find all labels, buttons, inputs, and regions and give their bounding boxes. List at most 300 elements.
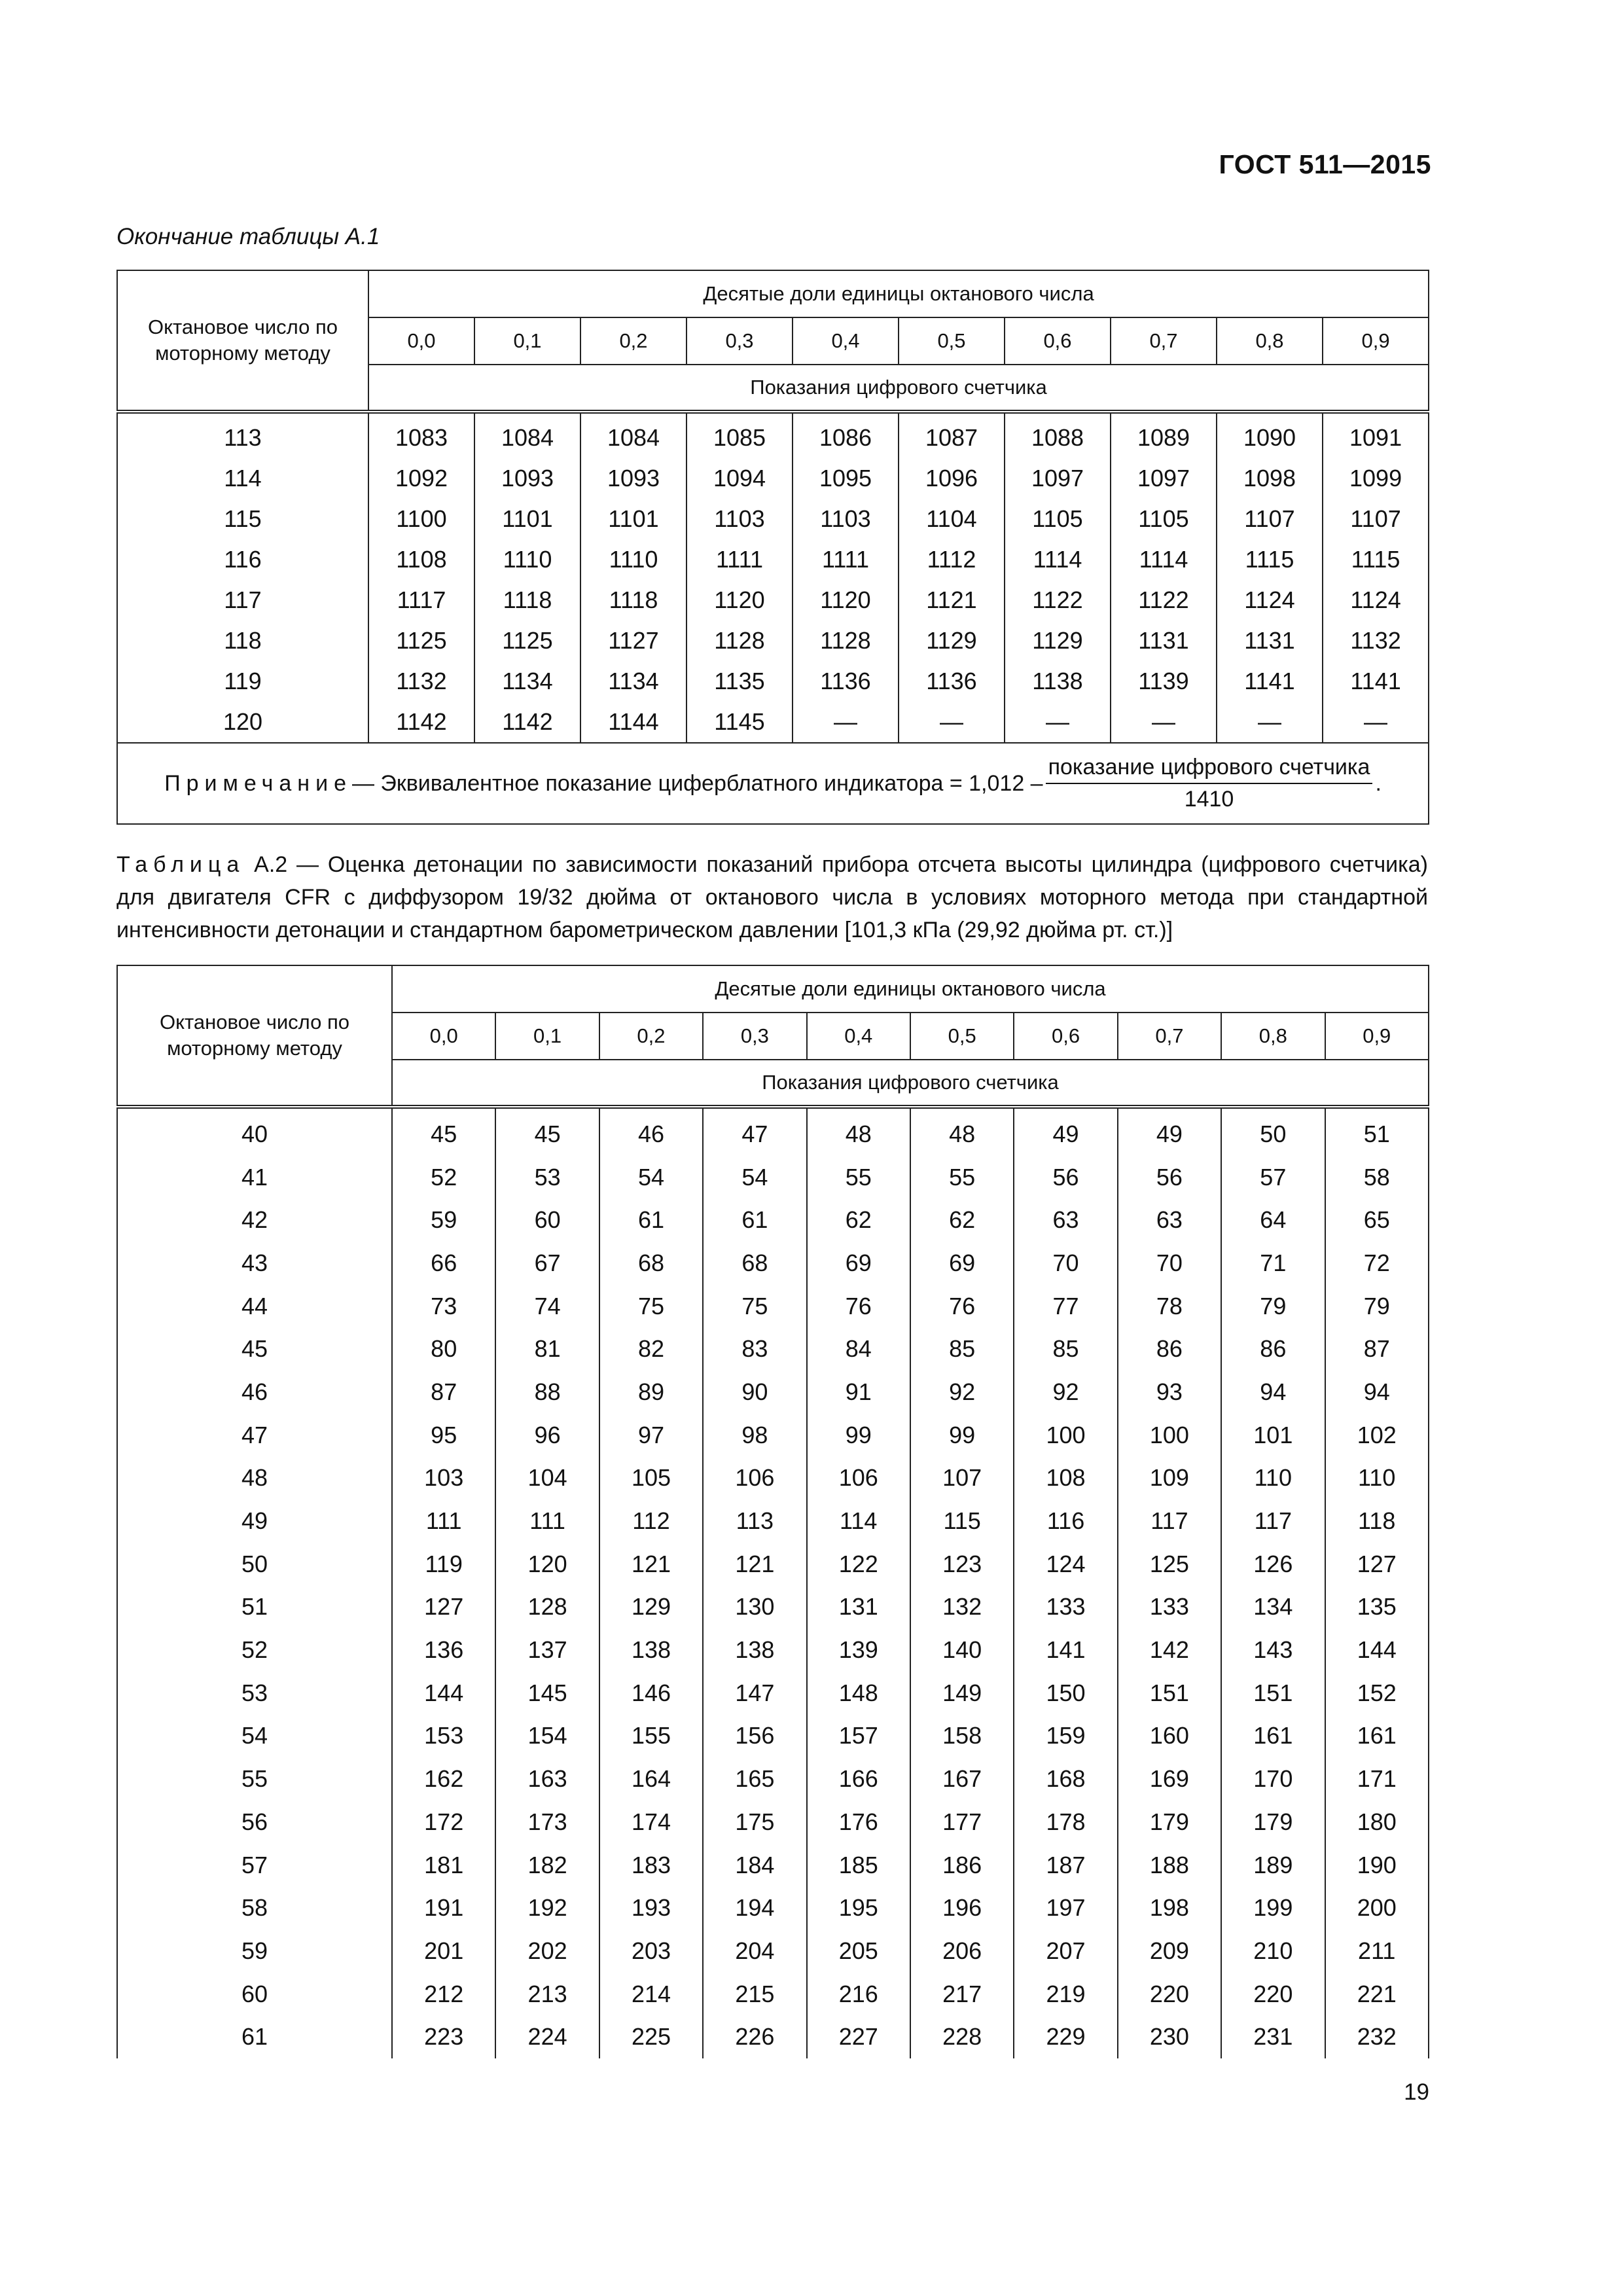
counter-value-cell: 1114 xyxy=(1111,539,1217,580)
counter-value-cell: 62 xyxy=(807,1198,910,1242)
counter-value-cell: 96 xyxy=(495,1414,599,1457)
counter-value-cell: 59 xyxy=(392,1198,495,1242)
counter-value-cell: 191 xyxy=(392,1886,495,1929)
counter-value-cell: 115 xyxy=(910,1499,1014,1543)
octane-number-cell: 44 xyxy=(117,1285,392,1328)
counter-value-cell: 1125 xyxy=(368,620,474,661)
counter-value-cell: 139 xyxy=(807,1628,910,1672)
counter-value-cell: 1092 xyxy=(368,458,474,499)
counter-value-cell: 1091 xyxy=(1323,412,1429,458)
counter-value-cell: 1120 xyxy=(687,580,793,620)
counter-value-cell: 70 xyxy=(1014,1242,1117,1285)
table-row xyxy=(117,1886,1429,1929)
counter-value-cell: 84 xyxy=(807,1327,910,1371)
counter-value-cell: 91 xyxy=(807,1371,910,1414)
octane-number-cell: 41 xyxy=(117,1156,392,1199)
octane-number-cell: 40 xyxy=(117,1107,392,1156)
counter-value-cell: 71 xyxy=(1221,1242,1325,1285)
counter-value-cell: 158 xyxy=(910,1715,1014,1758)
note-text: — Эквивалентное показание циферблатного индикатора = 1,012 – xyxy=(351,770,1043,796)
counter-value-cell: 185 xyxy=(807,1844,910,1887)
counter-value-cell: 168 xyxy=(1014,1757,1117,1801)
counter-value-cell: 223 xyxy=(392,2015,495,2058)
octane-number-cell: 115 xyxy=(117,499,368,539)
counter-value-cell: 1107 xyxy=(1323,499,1429,539)
counter-value-cell: 1084 xyxy=(474,412,580,458)
counter-value-cell: 54 xyxy=(703,1156,806,1199)
counter-value-cell: 151 xyxy=(1221,1672,1325,1715)
counter-value-cell: 104 xyxy=(495,1457,599,1500)
octane-number-cell: 50 xyxy=(117,1543,392,1586)
counter-value-cell: 63 xyxy=(1118,1198,1221,1242)
counter-value-cell: 1141 xyxy=(1323,661,1429,702)
table-row xyxy=(117,1543,1429,1586)
counter-value-cell: 193 xyxy=(599,1886,703,1929)
counter-value-cell: 101 xyxy=(1221,1414,1325,1457)
subheader: Показания цифрового счетчика xyxy=(368,365,1429,412)
counter-value-cell: 188 xyxy=(1118,1844,1221,1887)
counter-value-cell: 144 xyxy=(392,1672,495,1715)
counter-value-cell: 1111 xyxy=(793,539,899,580)
counter-value-cell: 189 xyxy=(1221,1844,1325,1887)
counter-value-cell: 173 xyxy=(495,1801,599,1844)
counter-value-cell: 81 xyxy=(495,1327,599,1371)
table-row xyxy=(117,458,1429,499)
counter-value-cell: 1098 xyxy=(1217,458,1323,499)
counter-value-cell: 224 xyxy=(495,2015,599,2058)
counter-value-cell: 77 xyxy=(1014,1285,1117,1328)
counter-value-cell: 1105 xyxy=(1005,499,1111,539)
counter-value-cell: 183 xyxy=(599,1844,703,1887)
counter-value-cell: 167 xyxy=(910,1757,1014,1801)
counter-value-cell: 1110 xyxy=(474,539,580,580)
counter-value-cell: 1138 xyxy=(1005,661,1111,702)
counter-value-cell: 86 xyxy=(1221,1327,1325,1371)
table-a2 xyxy=(116,965,1429,2058)
counter-value-cell: 176 xyxy=(807,1801,910,1844)
octane-number-cell: 118 xyxy=(117,620,368,661)
page-number: 19 xyxy=(1404,2079,1429,2105)
counter-value-cell: 164 xyxy=(599,1757,703,1801)
counter-value-cell: 1103 xyxy=(793,499,899,539)
counter-value-cell: 136 xyxy=(392,1628,495,1672)
counter-value-cell: 90 xyxy=(703,1371,806,1414)
counter-value-cell: 1122 xyxy=(1111,580,1217,620)
counter-value-cell: 203 xyxy=(599,1929,703,1973)
table-row xyxy=(117,412,1429,458)
column-header: 0,3 xyxy=(703,1013,806,1060)
counter-value-cell: 209 xyxy=(1118,1929,1221,1973)
counter-value-cell: — xyxy=(1217,702,1323,743)
octane-number-cell: 57 xyxy=(117,1844,392,1887)
counter-value-cell: 1128 xyxy=(687,620,793,661)
counter-value-cell: 1139 xyxy=(1111,661,1217,702)
counter-value-cell: 133 xyxy=(1118,1586,1221,1629)
counter-value-cell: 52 xyxy=(392,1156,495,1199)
counter-value-cell: 170 xyxy=(1221,1757,1325,1801)
counter-value-cell: 116 xyxy=(1014,1499,1117,1543)
counter-value-cell: 1101 xyxy=(580,499,687,539)
counter-value-cell: 1088 xyxy=(1005,412,1111,458)
counter-value-cell: 97 xyxy=(599,1414,703,1457)
counter-value-cell: 1124 xyxy=(1323,580,1429,620)
counter-value-cell: — xyxy=(1111,702,1217,743)
counter-value-cell: 82 xyxy=(599,1327,703,1371)
fraction-numerator: показание цифрового счетчика xyxy=(1046,755,1373,784)
counter-value-cell: 111 xyxy=(392,1499,495,1543)
counter-value-cell: 210 xyxy=(1221,1929,1325,1973)
counter-value-cell: 1144 xyxy=(580,702,687,743)
counter-value-cell: 181 xyxy=(392,1844,495,1887)
counter-value-cell: 180 xyxy=(1325,1801,1429,1844)
counter-value-cell: 49 xyxy=(1118,1107,1221,1156)
column-header: 0,4 xyxy=(807,1013,910,1060)
counter-value-cell: 206 xyxy=(910,1929,1014,1973)
table-row xyxy=(117,1285,1429,1328)
counter-value-cell: 46 xyxy=(599,1107,703,1156)
counter-value-cell: 98 xyxy=(703,1414,806,1457)
counter-value-cell: 120 xyxy=(495,1543,599,1586)
counter-value-cell: 45 xyxy=(495,1107,599,1156)
counter-value-cell: 163 xyxy=(495,1757,599,1801)
counter-value-cell: 85 xyxy=(1014,1327,1117,1371)
counter-value-cell: 1087 xyxy=(899,412,1005,458)
counter-value-cell: 1121 xyxy=(899,580,1005,620)
column-header: 0,0 xyxy=(368,317,474,365)
counter-value-cell: 159 xyxy=(1014,1715,1117,1758)
counter-value-cell: 1103 xyxy=(687,499,793,539)
counter-value-cell: 1142 xyxy=(474,702,580,743)
counter-value-cell: 145 xyxy=(495,1672,599,1715)
counter-value-cell: 133 xyxy=(1014,1586,1117,1629)
counter-value-cell: 217 xyxy=(910,1973,1014,2016)
table-row xyxy=(117,1801,1429,1844)
counter-value-cell: 114 xyxy=(807,1499,910,1543)
octane-number-cell: 45 xyxy=(117,1327,392,1371)
counter-value-cell: 122 xyxy=(807,1543,910,1586)
counter-value-cell: 1110 xyxy=(580,539,687,580)
counter-value-cell: 182 xyxy=(495,1844,599,1887)
counter-value-cell: 211 xyxy=(1325,1929,1429,1973)
counter-value-cell: 86 xyxy=(1118,1327,1221,1371)
octane-number-cell: 58 xyxy=(117,1886,392,1929)
counter-value-cell: 87 xyxy=(392,1371,495,1414)
octane-number-cell: 48 xyxy=(117,1457,392,1500)
counter-value-cell: 76 xyxy=(807,1285,910,1328)
table-a1 xyxy=(116,270,1429,825)
counter-value-cell: 1104 xyxy=(899,499,1005,539)
counter-value-cell: 1095 xyxy=(793,458,899,499)
counter-value-cell: 62 xyxy=(910,1198,1014,1242)
counter-value-cell: 89 xyxy=(599,1371,703,1414)
column-header: 0,0 xyxy=(392,1013,495,1060)
table-row xyxy=(117,1973,1429,2016)
counter-value-cell: 108 xyxy=(1014,1457,1117,1500)
octane-number-cell: 46 xyxy=(117,1371,392,1414)
counter-value-cell: 1097 xyxy=(1005,458,1111,499)
counter-value-cell: 1135 xyxy=(687,661,793,702)
octane-number-cell: 116 xyxy=(117,539,368,580)
counter-value-cell: 128 xyxy=(495,1586,599,1629)
counter-value-cell: 135 xyxy=(1325,1586,1429,1629)
counter-value-cell: 1094 xyxy=(687,458,793,499)
counter-value-cell: 144 xyxy=(1325,1628,1429,1672)
counter-value-cell: 129 xyxy=(599,1586,703,1629)
counter-value-cell: 1114 xyxy=(1005,539,1111,580)
counter-value-cell: 213 xyxy=(495,1973,599,2016)
counter-value-cell: 205 xyxy=(807,1929,910,1973)
octane-number-cell: 60 xyxy=(117,1973,392,2016)
counter-value-cell: 106 xyxy=(703,1457,806,1500)
table-a1-caption: Окончание таблицы А.1 xyxy=(116,224,380,249)
octane-number-cell: 42 xyxy=(117,1198,392,1242)
counter-value-cell: 48 xyxy=(910,1107,1014,1156)
counter-value-cell: 1145 xyxy=(687,702,793,743)
counter-value-cell: 1118 xyxy=(580,580,687,620)
counter-value-cell: 92 xyxy=(910,1371,1014,1414)
counter-value-cell: 1089 xyxy=(1111,412,1217,458)
counter-value-cell: 64 xyxy=(1221,1198,1325,1242)
counter-value-cell: 169 xyxy=(1118,1757,1221,1801)
counter-value-cell: 48 xyxy=(807,1107,910,1156)
counter-value-cell: 107 xyxy=(910,1457,1014,1500)
counter-value-cell: 1128 xyxy=(793,620,899,661)
counter-value-cell: 113 xyxy=(703,1499,806,1543)
octane-number-cell: 49 xyxy=(117,1499,392,1543)
row-header: Октановое число по моторному методу xyxy=(117,965,392,1107)
counter-value-cell: 198 xyxy=(1118,1886,1221,1929)
note-fraction xyxy=(1046,755,1373,812)
column-header: 0,8 xyxy=(1221,1013,1325,1060)
counter-value-cell: 75 xyxy=(703,1285,806,1328)
counter-value-cell: 1134 xyxy=(474,661,580,702)
counter-value-cell: 1129 xyxy=(899,620,1005,661)
counter-value-cell: 194 xyxy=(703,1886,806,1929)
table-a2-title xyxy=(116,848,1428,946)
octane-number-cell: 51 xyxy=(117,1586,392,1629)
counter-value-cell: 110 xyxy=(1325,1457,1429,1500)
counter-value-cell: 220 xyxy=(1118,1973,1221,2016)
counter-value-cell: 63 xyxy=(1014,1198,1117,1242)
table-row xyxy=(117,539,1429,580)
counter-value-cell: 106 xyxy=(807,1457,910,1500)
table-row xyxy=(117,1198,1429,1242)
counter-value-cell: 1132 xyxy=(1323,620,1429,661)
counter-value-cell: — xyxy=(793,702,899,743)
counter-value-cell: 111 xyxy=(495,1499,599,1543)
counter-value-cell: 214 xyxy=(599,1973,703,2016)
octane-number-cell: 55 xyxy=(117,1757,392,1801)
counter-value-cell: 161 xyxy=(1221,1715,1325,1758)
counter-value-cell: 160 xyxy=(1118,1715,1221,1758)
octane-number-cell: 119 xyxy=(117,661,368,702)
column-header: 0,5 xyxy=(899,317,1005,365)
table-row xyxy=(117,1371,1429,1414)
counter-value-cell: 134 xyxy=(1221,1586,1325,1629)
counter-value-cell: 148 xyxy=(807,1672,910,1715)
counter-value-cell: 125 xyxy=(1118,1543,1221,1586)
counter-value-cell: 1086 xyxy=(793,412,899,458)
column-header: 0,4 xyxy=(793,317,899,365)
counter-value-cell: 1105 xyxy=(1111,499,1217,539)
table-label: Таблица xyxy=(116,852,245,877)
counter-value-cell: 47 xyxy=(703,1107,806,1156)
counter-value-cell: 162 xyxy=(392,1757,495,1801)
counter-value-cell: 174 xyxy=(599,1801,703,1844)
counter-value-cell: 219 xyxy=(1014,1973,1117,2016)
counter-value-cell: 126 xyxy=(1221,1543,1325,1586)
octane-number-cell: 61 xyxy=(117,2015,392,2058)
counter-value-cell: 195 xyxy=(807,1886,910,1929)
counter-value-cell: 179 xyxy=(1118,1801,1221,1844)
counter-value-cell: 94 xyxy=(1325,1371,1429,1414)
counter-value-cell: 146 xyxy=(599,1672,703,1715)
counter-value-cell: 55 xyxy=(807,1156,910,1199)
group-header: Десятые доли единицы октанового числа xyxy=(392,965,1429,1013)
counter-value-cell: 177 xyxy=(910,1801,1014,1844)
table-row xyxy=(117,1414,1429,1457)
counter-value-cell: 1124 xyxy=(1217,580,1323,620)
counter-value-cell: 204 xyxy=(703,1929,806,1973)
counter-value-cell: 87 xyxy=(1325,1327,1429,1371)
counter-value-cell: 149 xyxy=(910,1672,1014,1715)
counter-value-cell: 1134 xyxy=(580,661,687,702)
counter-value-cell: 83 xyxy=(703,1327,806,1371)
column-header: 0,7 xyxy=(1111,317,1217,365)
row-header: Октановое число по моторному методу xyxy=(117,270,368,412)
counter-value-cell: 1136 xyxy=(793,661,899,702)
counter-value-cell: 53 xyxy=(495,1156,599,1199)
octane-number-cell: 52 xyxy=(117,1628,392,1672)
counter-value-cell: 80 xyxy=(392,1327,495,1371)
counter-value-cell: 1129 xyxy=(1005,620,1111,661)
counter-value-cell: 105 xyxy=(599,1457,703,1500)
counter-value-cell: 58 xyxy=(1325,1156,1429,1199)
counter-value-cell: 79 xyxy=(1325,1285,1429,1328)
column-header: 0,1 xyxy=(495,1013,599,1060)
counter-value-cell: 1122 xyxy=(1005,580,1111,620)
column-header: 0,6 xyxy=(1005,317,1111,365)
counter-value-cell: 1100 xyxy=(368,499,474,539)
counter-value-cell: 197 xyxy=(1014,1886,1117,1929)
counter-value-cell: 75 xyxy=(599,1285,703,1328)
counter-value-cell: 1120 xyxy=(793,580,899,620)
counter-value-cell: 232 xyxy=(1325,2015,1429,2058)
column-header: 0,1 xyxy=(474,317,580,365)
counter-value-cell: 221 xyxy=(1325,1973,1429,2016)
counter-value-cell: 228 xyxy=(910,2015,1014,2058)
counter-value-cell: 95 xyxy=(392,1414,495,1457)
column-header: 0,7 xyxy=(1118,1013,1221,1060)
counter-value-cell: 1141 xyxy=(1217,661,1323,702)
counter-value-cell: 156 xyxy=(703,1715,806,1758)
counter-value-cell: 142 xyxy=(1118,1628,1221,1672)
counter-value-cell: 1093 xyxy=(580,458,687,499)
table-row xyxy=(117,1715,1429,1758)
counter-value-cell: 49 xyxy=(1014,1107,1117,1156)
counter-value-cell: 1083 xyxy=(368,412,474,458)
counter-value-cell: 50 xyxy=(1221,1107,1325,1156)
octane-number-cell: 53 xyxy=(117,1672,392,1715)
table-row xyxy=(117,1107,1429,1156)
column-header: 0,2 xyxy=(599,1013,703,1060)
counter-value-cell: 56 xyxy=(1014,1156,1117,1199)
counter-value-cell: — xyxy=(899,702,1005,743)
table-row xyxy=(117,1499,1429,1543)
table-row xyxy=(117,1757,1429,1801)
counter-value-cell: — xyxy=(1323,702,1429,743)
counter-value-cell: 1127 xyxy=(580,620,687,661)
counter-value-cell: 187 xyxy=(1014,1844,1117,1887)
counter-value-cell: 226 xyxy=(703,2015,806,2058)
note-label: Примечание xyxy=(164,770,352,796)
table-a2-body xyxy=(117,1107,1429,2058)
counter-value-cell: 178 xyxy=(1014,1801,1117,1844)
counter-value-cell: 68 xyxy=(703,1242,806,1285)
counter-value-cell: 109 xyxy=(1118,1457,1221,1500)
counter-value-cell: 207 xyxy=(1014,1929,1117,1973)
counter-value-cell: 112 xyxy=(599,1499,703,1543)
group-header: Десятые доли единицы октанового числа xyxy=(368,270,1429,317)
column-header: 0,5 xyxy=(910,1013,1014,1060)
counter-value-cell: 175 xyxy=(703,1801,806,1844)
counter-value-cell: 94 xyxy=(1221,1371,1325,1414)
counter-value-cell: 220 xyxy=(1221,1973,1325,2016)
counter-value-cell: 200 xyxy=(1325,1886,1429,1929)
octane-number-cell: 59 xyxy=(117,1929,392,1973)
counter-value-cell: 1096 xyxy=(899,458,1005,499)
counter-value-cell: 102 xyxy=(1325,1414,1429,1457)
counter-value-cell: 60 xyxy=(495,1198,599,1242)
counter-value-cell: 73 xyxy=(392,1285,495,1328)
table-row xyxy=(117,1672,1429,1715)
counter-value-cell: 1118 xyxy=(474,580,580,620)
table-row xyxy=(117,1929,1429,1973)
counter-value-cell: 1142 xyxy=(368,702,474,743)
counter-value-cell: 1125 xyxy=(474,620,580,661)
table-title-text: А.2 — Оценка детонации по зависимости показаний прибора отсчета высоты цилиндра (цифрового счетчика) для двигателя CFR с диффузором 19/32 дюйма от октанового числа в условиях моторного метода при стандартной интенсивности детонации и стандартном барометрическом давлении [101,3 кПа (29,92 дюйма рт. ст.)] xyxy=(116,852,1428,942)
counter-value-cell: 154 xyxy=(495,1715,599,1758)
counter-value-cell: 1132 xyxy=(368,661,474,702)
table-row xyxy=(117,620,1429,661)
counter-value-cell: 66 xyxy=(392,1242,495,1285)
table-a1-body xyxy=(117,412,1429,743)
counter-value-cell: 1111 xyxy=(687,539,793,580)
counter-value-cell: 184 xyxy=(703,1844,806,1887)
counter-value-cell: 1136 xyxy=(899,661,1005,702)
counter-value-cell: 70 xyxy=(1118,1242,1221,1285)
counter-value-cell: 57 xyxy=(1221,1156,1325,1199)
octane-number-cell: 43 xyxy=(117,1242,392,1285)
counter-value-cell: 165 xyxy=(703,1757,806,1801)
counter-value-cell: 127 xyxy=(392,1586,495,1629)
counter-value-cell: 1117 xyxy=(368,580,474,620)
counter-value-cell: 202 xyxy=(495,1929,599,1973)
counter-value-cell: 161 xyxy=(1325,1715,1429,1758)
counter-value-cell: 131 xyxy=(807,1586,910,1629)
fraction-denominator: 1410 xyxy=(1184,787,1234,812)
counter-value-cell: 1084 xyxy=(580,412,687,458)
counter-value-cell: 166 xyxy=(807,1757,910,1801)
counter-value-cell: 1131 xyxy=(1111,620,1217,661)
counter-value-cell: 147 xyxy=(703,1672,806,1715)
counter-value-cell: 56 xyxy=(1118,1156,1221,1199)
column-header: 0,9 xyxy=(1323,317,1429,365)
counter-value-cell: 137 xyxy=(495,1628,599,1672)
counter-value-cell: 212 xyxy=(392,1973,495,2016)
counter-value-cell: 138 xyxy=(599,1628,703,1672)
counter-value-cell: 93 xyxy=(1118,1371,1221,1414)
